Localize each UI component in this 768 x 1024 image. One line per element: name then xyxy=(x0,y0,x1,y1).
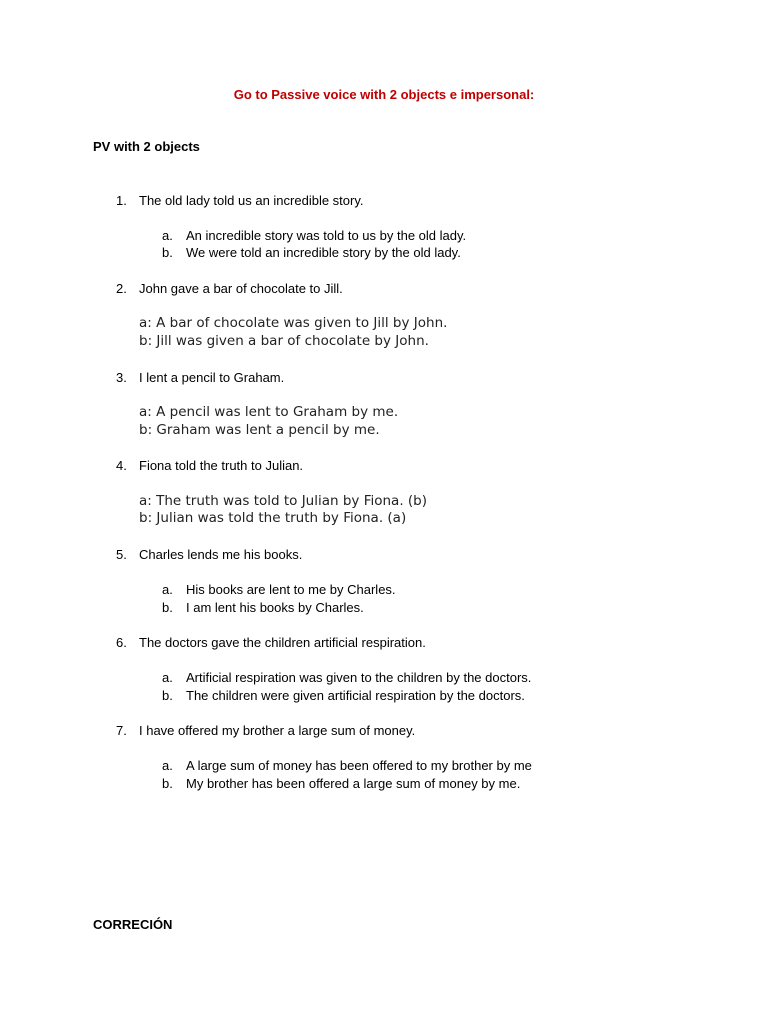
answer-text: His books are lent to me by Charles. xyxy=(186,582,396,597)
item-sentence: The old lady told us an incredible story. xyxy=(139,193,364,208)
item-number: 4. xyxy=(116,458,127,473)
answer-letter: a. xyxy=(162,758,173,773)
answer-letter: a. xyxy=(162,228,173,243)
item-number: 1. xyxy=(116,193,127,208)
item-sentence: I have offered my brother a large sum of money. xyxy=(139,723,416,738)
answer-letter: a. xyxy=(162,582,173,597)
answer-letter: b. xyxy=(162,600,173,615)
answer-text: Artificial respiration was given to the children by the doctors. xyxy=(186,670,532,685)
item-sentence: I lent a pencil to Graham. xyxy=(139,370,285,385)
item-sentence: Charles lends me his books. xyxy=(139,547,303,562)
item-sentence: John gave a bar of chocolate to Jill. xyxy=(139,281,343,296)
item-number: 6. xyxy=(116,635,127,650)
correction-heading: CORRECIÓN xyxy=(93,917,173,932)
page-title: Go to Passive voice with 2 objects e impersonal: xyxy=(233,87,535,102)
item-number: 7. xyxy=(116,723,127,738)
answer-text: b: Graham was lent a pencil by me. xyxy=(139,422,380,438)
item-sentence: The doctors gave the children artificial respiration. xyxy=(139,635,426,650)
answer-text: a: A bar of chocolate was given to Jill by John. xyxy=(139,315,448,331)
item-number: 5. xyxy=(116,547,127,562)
answer-text: We were told an incredible story by the old lady. xyxy=(186,245,461,260)
item-sentence: Fiona told the truth to Julian. xyxy=(139,458,304,473)
answer-letter: b. xyxy=(162,245,173,260)
answer-letter: b. xyxy=(162,688,173,703)
answer-letter: a. xyxy=(162,670,173,685)
answer-text: b: Jill was given a bar of chocolate by John. xyxy=(139,333,429,349)
answer-text: A large sum of money has been offered to my brother by me xyxy=(186,758,532,773)
answer-text: The children were given artificial respiration by the doctors. xyxy=(186,688,525,703)
answer-text: I am lent his books by Charles. xyxy=(186,600,364,615)
item-number: 3. xyxy=(116,370,127,385)
answer-letter: b. xyxy=(162,776,173,791)
answer-text: a: The truth was told to Julian by Fiona. (b) xyxy=(139,493,428,509)
answer-text: An incredible story was told to us by the old lady. xyxy=(186,228,467,243)
answer-text: a: A pencil was lent to Graham by me. xyxy=(139,404,399,420)
answer-text: My brother has been offered a large sum of money by me. xyxy=(186,776,521,791)
answer-text: b: Julian was told the truth by Fiona. (a) xyxy=(139,510,407,526)
item-number: 2. xyxy=(116,281,127,296)
section-heading: PV with 2 objects xyxy=(93,139,200,154)
